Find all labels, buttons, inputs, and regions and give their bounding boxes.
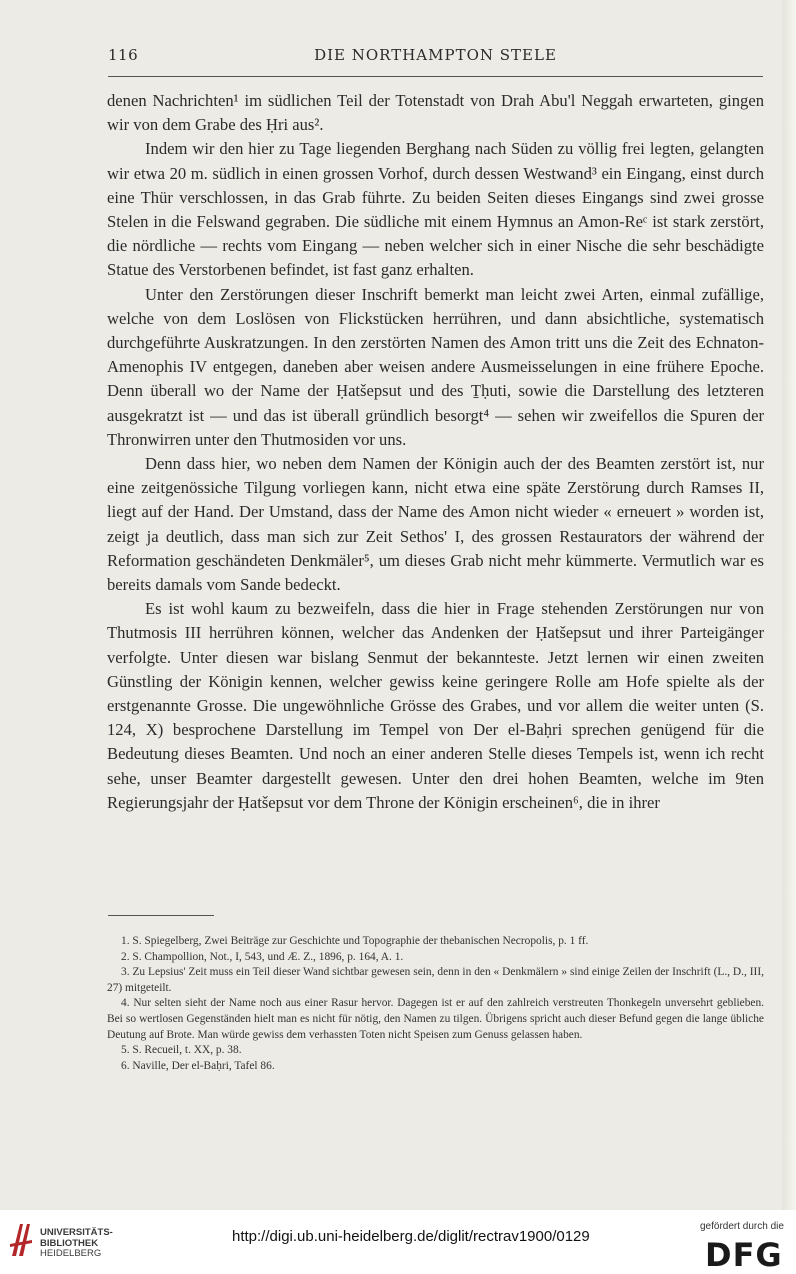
library-logo-icon <box>8 1220 34 1258</box>
footnote: 3. Zu Lepsius' Zeit muss ein Teil dieser Wand sichtbar gewesen sein, denn in den « Denkmälern » sind einige Zeilen der Inschrift (L., D., III, 27) mitgeteilt. <box>107 966 764 994</box>
footnote-rule <box>108 915 214 916</box>
paragraph: Es ist wohl kaum zu bezweifeln, dass die hier in Frage stehenden Zerstörungen nur von Thutmosis III herrühren können, welcher das Andenken der Ḥatšepsut und ihrer Parteigänger verfolgte. Unter diesen war bislang Senmut der bekannteste. Jetzt lernen wir einen zweiten Günstling der Königin kennen, welcher gewiss keine geringere Rolle am Hofe spielte als der erstgenannte Grosse. Die ungewöhnliche Grösse des Grabes, und vor allem die weiter unten (S. 124, X) besprochene Darstellung im Tempel von Der el-Baḥri sprechen genügend für die Bedeutung dieses Beamten. Und noch an einer anderen Stelle dieses Tempels ist, wenn ich recht sehe, unser Beamter dargestellt gewesen. Unter den drei hohen Beamten, welche im 9ten Regierungsjahr der Ḥatšepsut vor dem Throne der Königin erscheinen⁶, die in ihrer <box>107 599 764 812</box>
body-text <box>107 89 764 815</box>
dfg-logo: DFG <box>705 1236 783 1274</box>
paragraph: Indem wir den hier zu Tage liegenden Berghang nach Süden zu völlig frei legten, gelangten wir etwa 20 m. südlich in einen grossen Vorhof, durch dessen Westwand³ ein Eingang, einst durch eine Thür verschlossen, in das Grab führte. Zu beiden Seiten dieses Eingangs sind zwei grosse Stelen in die Felswand gegraben. Die südliche mit einem Hymnus an Amon-Reᶜ ist stark zerstört, die nördliche — rechts vom Eingang — neben welcher sich in einer Nische die sehr beschädigte Statue des Verstorbenen befindet, ist fast ganz erhalten. <box>107 139 764 280</box>
permalink[interactable]: http://digi.ub.uni-heidelberg.de/diglit/rectrav1900/0129 <box>232 1228 590 1245</box>
header-rule <box>108 76 763 77</box>
institution-name <box>40 1228 113 1260</box>
running-title: DIE NORTHAMPTON STELE <box>314 46 557 64</box>
paragraph: Denn dass hier, wo neben dem Namen der Königin auch der des Beamten zerstört ist, nur eine zeitgenössiche Tilgung vorliegen kann, nicht etwa eine späte Zerstörung durch Ramses II, liegt auf der Hand. Der Umstand, dass der Name des Amon nicht wieder « erneuert » worden ist, zeigt ja deutlich, dass man sich zur Zeit Sethos' I, des grossen Restaurators der während der Reformation geschändeten Denkmäler⁵, um dieses Grab nicht mehr kümmerte. Vermutlich war es bereits damals vom Sande bedeckt. <box>107 454 764 595</box>
institution-line: BIBLIOTHEK <box>40 1237 99 1249</box>
page-edge <box>782 0 796 1210</box>
footnote: 5. S. Recueil, t. XX, p. 38. <box>121 1044 242 1057</box>
footnote: 2. S. Champollion, Not., I, 543, und Æ. Z., 1896, p. 164, A. 1. <box>121 950 404 963</box>
page-header <box>108 44 763 68</box>
funded-by-label: gefördert durch die <box>700 1221 784 1232</box>
institution-line: HEIDELBERG <box>40 1248 102 1259</box>
paragraph: denen Nachrichten¹ im südlichen Teil der Totenstadt von Drah Abu'l Neggah erwarteten, gingen wir von dem Grabe des Ḥri aus². <box>107 91 764 135</box>
footnote: 4. Nur selten sieht der Name noch aus einer Rasur hervor. Dagegen ist er auf den zahlreich verstreuten Thonkegeln unversehrt geblieben. Bei so wertlosen Gegenständen hielt man es nicht für nötig, den Namen zu tilgen. Übrigens spricht auch dieser Befund gegen die lange übliche Deutung auf Brote. Man würde gewiss dem verhassten Toten nicht Speisen zum Genuss gelassen haben. <box>107 997 764 1041</box>
footnotes <box>107 934 764 1074</box>
paragraph: Unter den Zerstörungen dieser Inschrift bemerkt man leicht zwei Arten, einmal zufällige, welche von dem Loslösen von Flickstücken herrühren, und dann absichtliche, systematisch durchgeführte Auskratzungen. In den zerstörten Namen des Amon tritt uns die Zeit des Echnaton-Amenophis IV entgegen, daneben aber weisen andere Ausmeisselungen in eine frühere Epoche. Denn überall wo der Name der Ḥatšepsut und des Ṯḥuti, sowie die Darstellung des letzteren ausgekratzt ist — und das ist überall gründlich besorgt⁴ — sehen wir zweifellos die Spuren der Thronwirren unter den Thutmosiden vor uns. <box>107 284 764 449</box>
footnote: 6. Naville, Der el-Baḥri, Tafel 86. <box>121 1059 275 1072</box>
page-number: 116 <box>108 46 139 64</box>
institution-line: UNIVERSITÄTS- <box>40 1227 113 1238</box>
footnote: 1. S. Spiegelberg, Zwei Beiträge zur Geschichte und Topographie der thebanischen Necropolis, p. 1 ff. <box>121 935 589 947</box>
